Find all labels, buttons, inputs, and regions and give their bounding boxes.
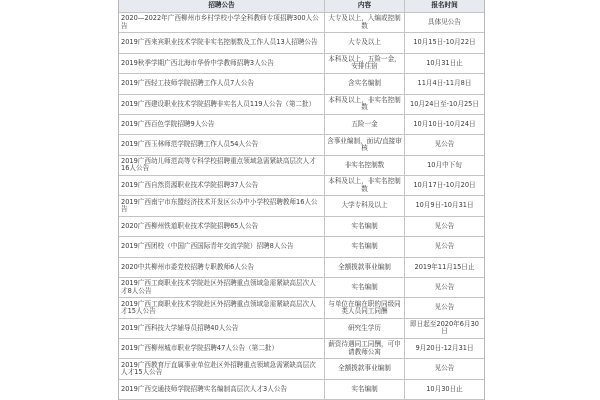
- row-content: 五险一金: [324, 115, 404, 134]
- header-registration-time: 报名时间: [404, 0, 484, 12]
- table-row: [119, 237, 484, 257]
- table-row: [119, 319, 484, 339]
- row-announcement: 2020中共柳州市委党校招聘专职教师6人公告: [121, 262, 255, 271]
- header-content: 内容: [324, 0, 404, 12]
- row-announcement: 2019广西幼儿师范高等专科学校招聘重点领域急需紧缺高层次人才16人公告: [121, 157, 316, 173]
- row-registration-time: 10月24日至-10月25日: [404, 95, 484, 114]
- row-registration-time: 见公告: [404, 135, 484, 154]
- table-row: [119, 258, 484, 278]
- row-registration-time: 10月10日-10月24日: [404, 115, 484, 134]
- row-announcement: 2019广西教育厅直属事业单位赴区外招聘重点领域急需紧缺高层次人才15人公告: [121, 360, 316, 377]
- row-registration-time: 10月17日-10月20日: [404, 176, 484, 195]
- row-registration-time: 具体见公告: [404, 13, 484, 32]
- row-announcement: 2019广西玉林师范学院招聘工作人员54人公告: [121, 140, 259, 149]
- row-registration-time: 10月中下旬: [404, 156, 484, 175]
- row-registration-time: 10月31日止: [404, 54, 484, 73]
- row-announcement: 2019广西科技大学辅导员招聘40人公告: [121, 323, 239, 332]
- row-content: 全额拨款事业编制: [324, 258, 404, 277]
- row-content: 全额拨款事业编制: [324, 359, 404, 378]
- table-row: [119, 13, 484, 33]
- row-registration-time: 10月15日-10月22日: [404, 33, 484, 52]
- table-row: [119, 380, 484, 400]
- table-row: [119, 339, 484, 359]
- row-content: 大学专科及以上: [324, 196, 404, 215]
- row-content: 本科及以上，五险一金，安排住宿: [324, 54, 404, 73]
- row-registration-time: 见公告: [404, 298, 484, 317]
- row-content: 实名编制: [324, 217, 404, 236]
- row-announcement: 2020—2022年广西柳州市乡村学校小学全科教师专项招聘300人公告: [121, 14, 319, 30]
- table-row: [119, 95, 484, 115]
- recruitment-table: [118, 0, 485, 400]
- row-registration-time: 即日起至2020年6月30日: [404, 319, 484, 338]
- row-content: 含事业编制，面试/直接审核: [324, 135, 404, 154]
- row-announcement: 2019广西柳州城市职业学院招聘47人公告（第二批）: [121, 344, 279, 353]
- row-announcement: 2019广西交通技师学院招聘实名编制高层次人才3人公告: [121, 384, 288, 393]
- table-row: [119, 196, 484, 216]
- row-announcement: 2019广西自然资源职业技术学院招聘37人公告: [121, 181, 259, 190]
- table-row: [119, 74, 484, 94]
- row-announcement: 2019广西工商职业技术学院赴区外招聘重点领域急需紧缺高层次人才15人公告: [121, 299, 316, 315]
- row-registration-time: 2019年11月15日止: [404, 258, 484, 277]
- table-row: [119, 135, 484, 155]
- row-content: 非实名控制数: [324, 156, 404, 175]
- row-content: 研究生学历: [324, 319, 404, 338]
- row-content: 大专及以上: [324, 33, 404, 52]
- row-announcement: 2019广西团校（中国广西国际青年交流学院）招聘8人公告: [121, 242, 294, 251]
- row-announcement: 2019广西建设职业技术学院招聘非实名人员119人公告（第二批）: [121, 99, 316, 108]
- row-registration-time: 见公告: [404, 217, 484, 236]
- row-registration-time: 见公告: [404, 278, 484, 297]
- row-content: 本科及以上，非实名控制数: [324, 176, 404, 195]
- table-header-row: [119, 0, 484, 13]
- row-content: 大专及以上，入编或控制数: [324, 13, 404, 32]
- row-announcement: 2020广西柳州铁道职业技术学院招聘65人公告: [121, 221, 259, 230]
- row-announcement: 2019秋季学期广西北海市华侨中学教师招聘3人公告: [121, 58, 274, 67]
- row-announcement: 2019广西百色学院招聘9人公告: [121, 119, 215, 128]
- row-content: 含实名编制: [324, 74, 404, 93]
- row-registration-time: 10月9日-10月31日: [404, 196, 484, 215]
- table-row: [119, 115, 484, 135]
- row-content: 与单位在编在职的同级同类人员同工同酬: [324, 298, 404, 317]
- row-content: 薪资待遇同工同酬，可申请教师公寓: [324, 339, 404, 358]
- table-row: [119, 176, 484, 196]
- row-content: 实名编制: [324, 278, 404, 297]
- row-registration-time: 见公告: [404, 237, 484, 256]
- table-row: [119, 54, 484, 74]
- row-registration-time: 11月4日-11月8日: [404, 74, 484, 93]
- row-content: 实名编制: [324, 380, 404, 399]
- row-announcement: 2019广西来宾职业技术学院非实名控制数及工作人员13人招聘公告: [121, 38, 318, 47]
- table-row: [119, 278, 484, 298]
- header-announcement: 招聘公告: [208, 1, 235, 10]
- row-announcement: 2019广西南宁市东盟经济技术开发区公办中小学校招聘教师16人公告: [121, 197, 318, 214]
- table-row: [119, 33, 484, 53]
- row-registration-time: 见公告: [404, 359, 484, 378]
- row-content: 实名编制: [324, 237, 404, 256]
- table-row: [119, 156, 484, 176]
- table-row: [119, 298, 484, 318]
- table-row: [119, 217, 484, 237]
- row-announcement: 2019广西工商职业技术学院赴区外招聘重点领域急需紧缺高层次人才8人公告: [121, 279, 316, 295]
- row-content: 本科及以上，非实名控制数: [324, 95, 404, 114]
- row-announcement: 2019广西轻工技师学院招聘工作人员7人公告: [121, 79, 255, 88]
- row-registration-time: 9月20日-12月31日: [404, 339, 484, 358]
- row-registration-time: 10月30日止: [404, 380, 484, 399]
- table-row: [119, 359, 484, 379]
